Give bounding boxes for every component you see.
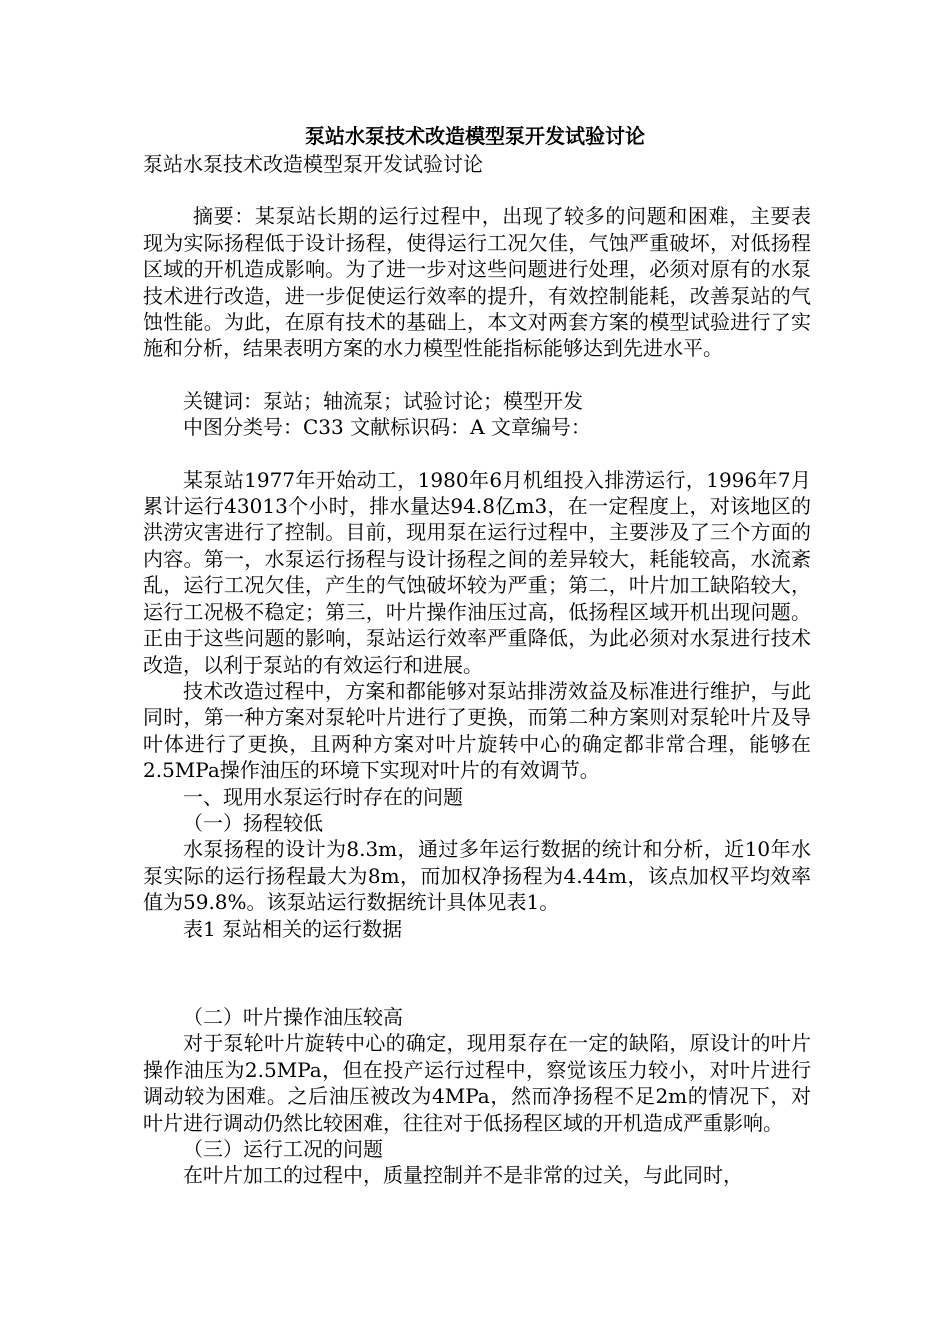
classification-line: 中图分类号：C33 文献标识码：A 文章编号： (183, 415, 591, 440)
body-paragraph: 技术改造过程中，方案和都能够对泵站排涝效益及标准进行维护，与此同时，第一种方案对泵轮叶片进行了更换，而第二种方案则对泵轮叶片及导叶体进行了更换，且两种方案对叶片旋转中心的确定都非常合理，能够在2.5MPa操作油压的环境下实现对叶片的有效调节。 (143, 678, 811, 783)
document-title: 泵站水泵技术改造模型泵开发试验讨论 (305, 124, 645, 148)
document-subtitle: 泵站水泵技术改造模型泵开发试验讨论 (143, 152, 483, 176)
subsection-heading: （二）叶片操作油压较高 (183, 1004, 403, 1029)
keywords-line: 关键词：泵站；轴流泵；试验讨论；模型开发 (183, 388, 583, 413)
document-body (143, 151, 811, 1189)
spacer (143, 177, 811, 203)
spacer (143, 994, 811, 1004)
table-placeholder (143, 942, 811, 994)
body-paragraph: 在叶片加工的过程中，质量控制并不是非常的过关，与此同时， (183, 1163, 743, 1188)
body-paragraph: 对于泵轮叶片旋转中心的确定，现用泵存在一定的缺陷，原设计的叶片操作油压为2.5MPa，但在投产运行过程中，察觉该压力较小，对叶片进行调动较为困难。之后油压被改为4MPa，然而净扬程不足2m的情况下，对叶片进行调动仍然比较困难，往往对于低扬程区域的开机造成严重影响。 (143, 1031, 811, 1135)
subsection-heading: （三）运行工况的问题 (183, 1137, 383, 1161)
spacer (143, 362, 811, 388)
abstract-paragraph: 摘要：某泵站长期的运行过程中，出现了较多的问题和困难，主要表现为实际扬程低于设计扬程，使得运行工况欠佳，气蚀严重破坏，对低扬程区域的开机造成影响。为了进一步对这些问题进行处理，必须对原有的水泵技术进行改造，进一步促使运行效率的提升，有效控制能耗，改善泵站的气蚀性能。为此，在原有技术的基础上，本文对两套方案的模型试验进行了实施和分析，结果表明方案的水力模型性能指标能够达到先进水平。 (143, 204, 811, 361)
spacer (143, 441, 811, 467)
table-caption: 表1 泵站相关的运行数据 (183, 916, 403, 941)
section-heading: 一、现用水泵运行时存在的问题 (183, 784, 463, 809)
body-paragraph: 水泵扬程的设计为8.3m，通过多年运行数据的统计和分析，近10年水泵实际的运行扬程最大为8m，而加权净扬程为4.44m，该点加权平均效率值为59.8%。该泵站运行数据统计具体见表1。 (143, 837, 811, 915)
subsection-heading: （一）扬程较低 (183, 810, 323, 835)
body-paragraph: 某泵站1977年开始动工，1980年6月机组投入排涝运行，1996年7月累计运行43013个小时，排水量达94.8亿m3，在一定程度上，对该地区的洪涝灾害进行了控制。目前，现用泵在运行过程中，主要涉及了三个方面的内容。第一，水泵运行扬程与设计扬程之间的差异较大，耗能较高，水流紊乱，运行工况欠佳，产生的气蚀破坏较为严重；第二，叶片加工缺陷较大，运行工况极不稳定；第三，叶片操作油压过高，低扬程区域开机出现问题。正由于这些问题的影响，泵站运行效率严重降低，为此必须对水泵进行技术改造，以利于泵站的有效运行和进展。 (143, 467, 811, 677)
